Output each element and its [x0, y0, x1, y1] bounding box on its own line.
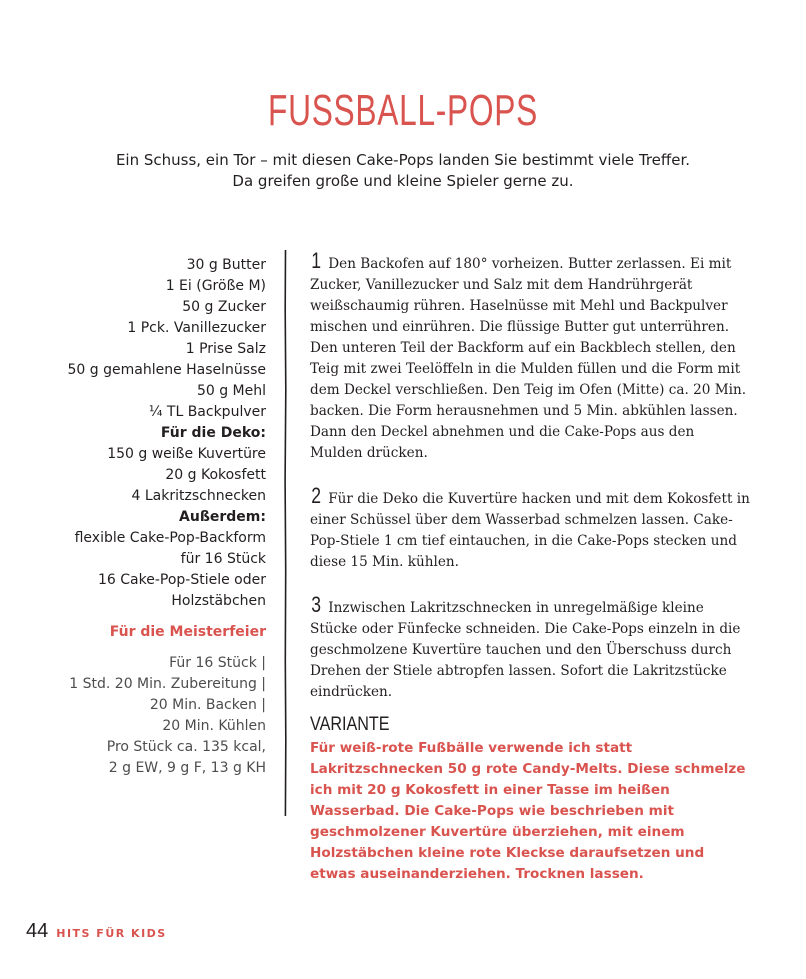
recipe-title: FUSSBALL-POPS: [268, 86, 538, 135]
subtitle-line: Ein Schuss, ein Tor – mit diesen Cake-Pops landen Sie bestimmt viele Treffer.: [115, 151, 691, 169]
info-line: Pro Stück ca. 135 kcal,: [106, 739, 266, 755]
step-text: Inzwischen Lakritzschnecken in unregelmäßige kleine Stücke oder Fünfecke schneiden. Die Cake-Pops einzeln in die geschmolzene Kuvertüre tauchen und den Überschuss durch Drehen der Stiele abtropfen lassen. Sofort die Lakritzstücke eindrücken.: [310, 600, 741, 700]
ingredient-item: 30 g Butter: [186, 257, 266, 273]
variant-title: VARIANTE: [310, 714, 390, 735]
step-number: 2: [311, 483, 322, 508]
info-line: 2 g EW, 9 g F, 13 g KH: [108, 760, 266, 776]
page-number: 44: [26, 920, 49, 942]
ingredient-item: ¼ TL Backpulver: [148, 404, 266, 420]
step: [310, 485, 750, 573]
ingredient-item: 50 g Zucker: [182, 299, 266, 315]
step: [310, 250, 750, 464]
ingredient-item: Holzstäbchen: [171, 593, 266, 609]
instructions: [310, 250, 750, 885]
recipe-subtitle: [0, 150, 806, 192]
step-text: Den Backofen auf 180° vorheizen. Butter zerlassen. Ei mit Zucker, Vanillezucker und Salz mit dem Handrührgerät weißschaumig rühren. Haselnüsse mit Mehl und Backpulver mischen und einrühren. Die flüssige Butter gut unterrühren. Den unteren Teil der Backform auf ein Backblech stellen, den Teig mit zwei Teelöffeln in die Mulden füllen und die Form mit dem Deckel verschließen. Den Teig im Ofen (Mitte) ca. 20 Min. backen. Die Form herausnehmen und 5 Min. abkühlen lassen. Dann den Deckel abnehmen und die Cake-Pops aus den Mulden drücken.: [310, 256, 747, 461]
occasion-label: Für die Meisterfeier: [109, 624, 266, 640]
ingredient-item: 150 g weiße Kuvertüre: [107, 446, 266, 462]
variant-text: Für weiß-rote Fußbälle verwende ich statt Lakritzschnecken 50 g rote Candy-Melts. Diese schmelze ich mit 20 g Kokosfett in einer Tasse im heißen Wasserbad. Die Cake-Pops wie beschrieben mit geschmolzener Kuvertüre überziehen, mit einem Holzstäbchen kleine rote Kleckse daraufsetzen und etwas auseinanderziehen. Trocknen lassen.: [310, 740, 746, 882]
ingredient-item: 16 Cake-Pop-Stiele oder: [98, 572, 266, 588]
step: [310, 594, 750, 703]
page-footer: [26, 920, 167, 943]
ingredient-heading: Außerdem:: [179, 509, 266, 525]
ingredient-item: 1 Prise Salz: [185, 341, 266, 357]
section-label: HITS FÜR KIDS: [56, 927, 167, 940]
info-line: 1 Std. 20 Min. Zubereitung |: [69, 676, 266, 692]
ingredient-item: flexible Cake-Pop-Backform: [74, 530, 266, 546]
subtitle-line: Da greifen große und kleine Spieler gerne zu.: [232, 172, 574, 190]
ingredient-heading: Für die Deko:: [160, 425, 266, 441]
ingredient-item: 50 g gemahlene Haselnüsse: [67, 362, 266, 378]
info-line: 20 Min. Kühlen: [162, 718, 266, 734]
column-divider: [284, 250, 287, 816]
ingredient-item: 1 Pck. Vanillezucker: [127, 320, 266, 336]
ingredient-item: 20 g Kokosfett: [165, 467, 266, 483]
info-line: 20 Min. Backen |: [149, 697, 266, 713]
step-number: 3: [311, 592, 322, 617]
step-text: Für die Deko die Kuvertüre hacken und mit dem Kokosfett in einer Schüssel über dem Wasserbad schmelzen lassen. Cake-Pop-Stiele 1 cm tief eintauchen, in die Cake-Pops stecken und diese 15 Min. kühlen.: [310, 491, 750, 570]
ingredient-item: 1 Ei (Größe M): [165, 278, 266, 294]
ingredients-list: [26, 255, 266, 779]
ingredient-item: für 16 Stück: [180, 551, 266, 567]
info-line: Für 16 Stück |: [169, 655, 266, 671]
ingredient-item: 50 g Mehl: [196, 383, 266, 399]
step-number: 1: [311, 248, 322, 273]
ingredient-item: 4 Lakritzschnecken: [131, 488, 266, 504]
